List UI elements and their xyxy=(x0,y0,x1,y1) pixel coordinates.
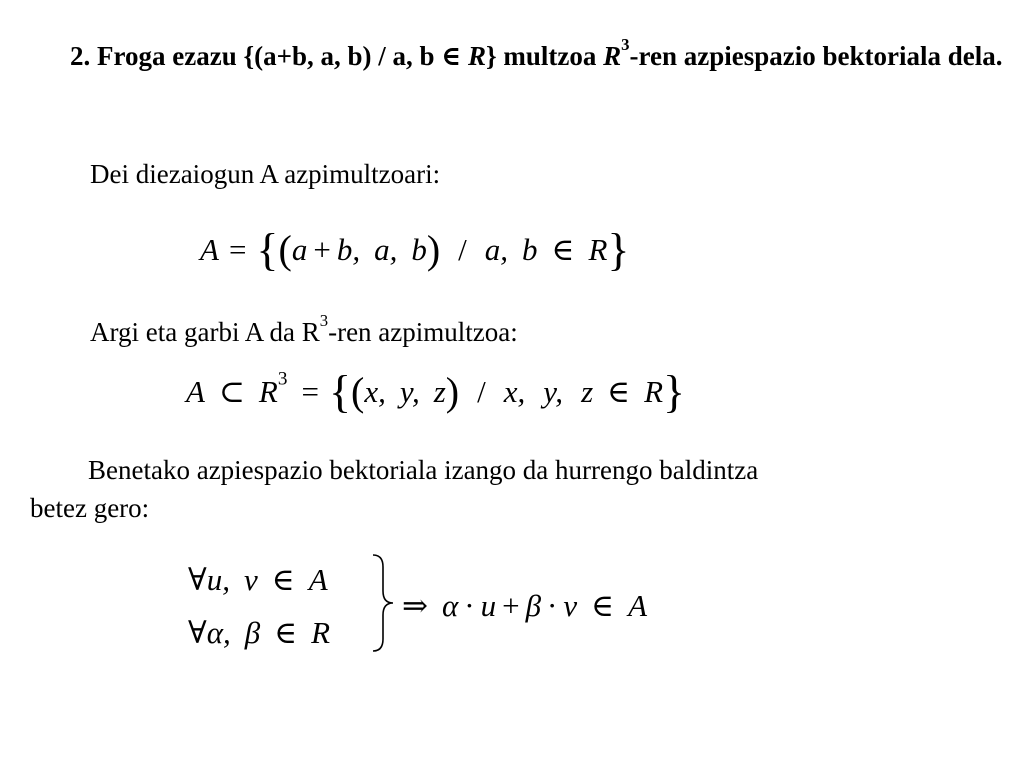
exercise-text-part2: } multzoa xyxy=(486,41,597,71)
formula-A-lhs: A xyxy=(200,232,219,267)
exercise-number: 2. xyxy=(70,41,91,71)
formula-R3-subset: ⊂ xyxy=(218,374,245,409)
formula-A-left-brace: { xyxy=(256,224,279,275)
subset-text-suffix: -ren azpimultzoa: xyxy=(328,317,518,347)
formula-R3-left-paren: ( xyxy=(351,369,365,414)
real-set-R: R xyxy=(468,41,487,71)
condition-row-2 xyxy=(188,613,330,653)
formula-R3-element-of: ∈ xyxy=(607,374,631,409)
formula-R3-R: R xyxy=(258,374,278,409)
formula-A-element-of: ∈ xyxy=(551,232,575,267)
formula-R3-y2: y, xyxy=(543,374,564,409)
formula-R3-exponent: 3 xyxy=(277,368,288,390)
formula-A-right-brace: } xyxy=(607,224,630,275)
condition-row-2-set: R xyxy=(311,615,331,650)
condition-text-line2: betez gero: xyxy=(30,493,150,523)
formula-R3-right-paren: ) xyxy=(445,369,460,414)
formula-R3-z: z xyxy=(433,374,446,409)
element-of-symbol: ∈ xyxy=(441,41,462,71)
condition-text xyxy=(30,451,990,527)
forall-symbol: ∀ xyxy=(188,615,207,650)
formula-A-R: R xyxy=(588,232,608,267)
formula-A-b2: b xyxy=(411,232,427,267)
forall-symbol: ∀ xyxy=(188,562,207,597)
condition-row-2-beta: β xyxy=(244,615,261,650)
condition-row-2-element-of: ∈ xyxy=(274,615,298,650)
subset-text-exponent: 3 xyxy=(319,310,329,330)
condition-row-1 xyxy=(188,560,328,600)
implication-plus: + xyxy=(502,588,520,623)
formula-R3-equals: = xyxy=(301,374,319,409)
implication-alpha: α xyxy=(441,588,459,623)
formula-A-equals: = xyxy=(228,232,247,267)
subset-text xyxy=(90,310,518,351)
right-curly-brace xyxy=(370,553,396,653)
exercise-text-part3: -ren azpiespazio bektoriala dela. xyxy=(629,41,1003,71)
formula-A-a2: a, xyxy=(374,232,398,267)
formula-R3-left-brace: { xyxy=(328,366,352,417)
condition-row-1-v: v xyxy=(243,562,258,597)
formula-A-b1: b, xyxy=(336,232,361,267)
formula-A-slash: / xyxy=(458,232,467,267)
formula-A-right-paren: ) xyxy=(426,227,441,272)
implies-arrow: ⇒ xyxy=(402,588,428,623)
condition-row-1-element-of: ∈ xyxy=(271,562,295,597)
condition-row-2-vars: α, xyxy=(206,615,231,650)
condition-row-1-set: A xyxy=(308,562,328,597)
formula-set-A xyxy=(200,224,630,275)
implication-beta: β xyxy=(525,588,542,623)
formula-A-plus: + xyxy=(313,232,331,267)
condition-text-line1: Benetako azpiespazio bektoriala izango da hurrengo baldintza xyxy=(88,455,759,485)
exercise-statement xyxy=(36,34,1006,78)
formula-R3-x: x, xyxy=(364,374,386,409)
formula-R3-lhs: A xyxy=(186,374,205,409)
implication-result xyxy=(402,586,647,626)
formula-R3-right-brace: } xyxy=(663,366,686,417)
implication-u: u xyxy=(480,588,497,623)
formula-R3-y: y, xyxy=(399,374,420,409)
formula-R3-x2: x, xyxy=(503,374,526,409)
implication-set: A xyxy=(628,588,648,623)
formula-R3-R2: R xyxy=(644,374,664,409)
implication-element-of: ∈ xyxy=(591,588,615,623)
formula-A-a3: a, xyxy=(484,232,509,267)
space-R-base: R xyxy=(603,41,622,71)
subset-text-prefix: Argi eta garbi A da R xyxy=(90,317,320,347)
formula-A-left-paren: ( xyxy=(278,227,292,272)
condition-row-1-vars: u, xyxy=(206,562,230,597)
implication-v: v xyxy=(563,588,578,623)
formula-R3-z2: z xyxy=(581,374,594,409)
implication-dot-1: · xyxy=(464,588,475,623)
exercise-text-part1: Froga ezazu {(a+b, a, b) / a, b xyxy=(97,41,435,71)
formula-R3-slash: / xyxy=(477,374,486,409)
formula-A-a1: a xyxy=(291,232,308,267)
formula-A-b3: b xyxy=(522,232,538,267)
formula-set-R3 xyxy=(186,366,686,417)
intro-text: Dei diezaiogun A azpimultzoari: xyxy=(90,159,441,189)
implication-dot-2: · xyxy=(547,588,558,623)
space-R-exponent: 3 xyxy=(621,34,630,54)
